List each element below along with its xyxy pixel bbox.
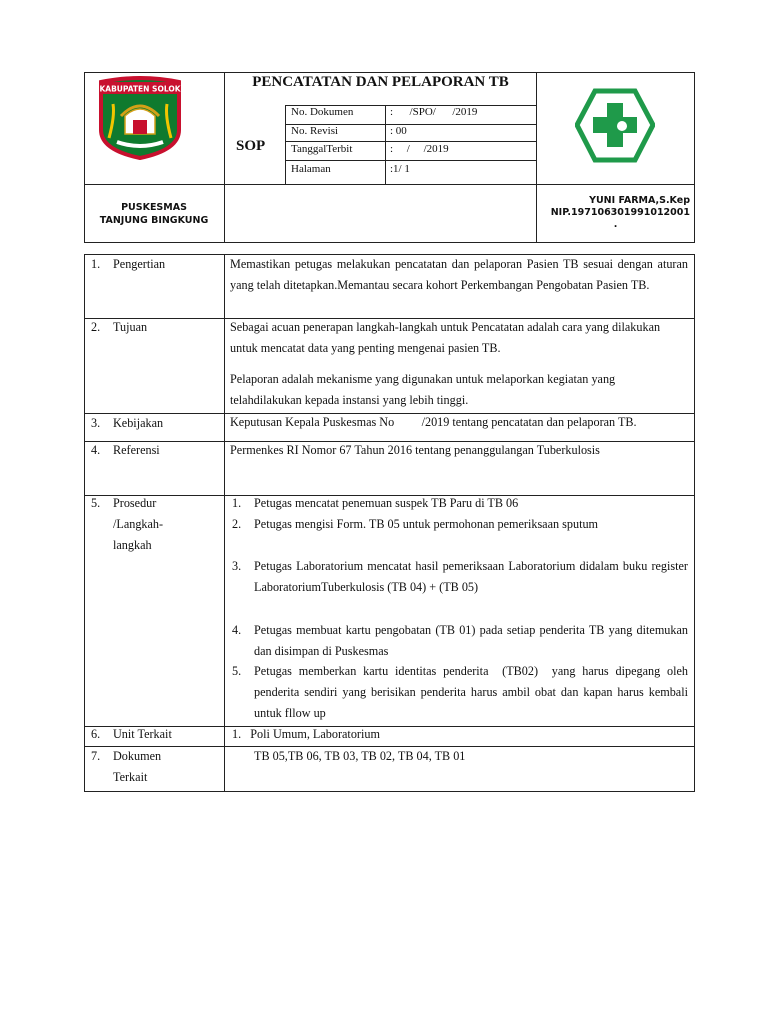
step-2-text: Petugas mengisi Form. TB 05 untuk permohonan pemeriksaan sputum xyxy=(254,517,599,531)
row-6-label: Unit Terkait xyxy=(113,727,172,741)
meta-value-tanggal: : / /2019 xyxy=(390,143,449,155)
row-2-text-1: Sebagai acuan penerapan langkah-langkah untuk Pencatatan adalah cara yang dilakukan untuk mencatat data yang penting mengenai pasien TB. xyxy=(230,320,661,355)
meta-label-tanggal: TanggalTerbit xyxy=(291,143,353,155)
meta-label-dokumen: No. Dokumen xyxy=(291,106,354,118)
row-2-text-2: Pelaporan adalah mekanisme yang digunakan untuk melaporkan kegiatan yang telahdilakukan kepada instansi yang lebih tinggi. xyxy=(230,372,616,407)
row-7-label: Dokumen Terkait xyxy=(113,749,162,784)
row-1-label: Pengertian xyxy=(113,257,166,271)
row-1-number: 1. xyxy=(91,257,101,271)
sop-label: SOP xyxy=(236,138,266,154)
meta-value-revisi: : 00 xyxy=(390,125,407,137)
row-3-number: 3. xyxy=(91,416,101,430)
meta-label-revisi: No. Revisi xyxy=(291,125,339,137)
row-1-text: Memastikan petugas melakukan pencatatan dan pelaporan Pasien TB sesuai dengan aturan yang telah ditetapkan.Memantau secara kohort Perkembangan Pengobatan Pasien TB. xyxy=(230,257,688,292)
step-1-number: 1. xyxy=(232,496,242,510)
step-3-number: 3. xyxy=(232,559,242,573)
row-3-text: Keputusan Kepala Puskesmas No /2019 tentang pencatatan dan pelaporan TB. xyxy=(230,415,637,429)
meta-label-halaman: Halaman xyxy=(291,163,331,175)
org-line-1: PUSKESMAS xyxy=(121,202,187,213)
step-2-number: 2. xyxy=(232,517,242,531)
row-6-text: 1. Poli Umum, Laboratorium xyxy=(232,727,380,741)
signer-nip: NIP.197106301991012001 xyxy=(550,207,690,218)
meta-value-dokumen: : /SPO/ /2019 xyxy=(390,106,478,118)
puskesmas-logo xyxy=(575,88,655,163)
document-title: PENCATATAN DAN PELAPORAN TB xyxy=(252,74,509,90)
step-4-number: 4. xyxy=(232,623,242,637)
row-4-text: Permenkes RI Nomor 67 Tahun 2016 tentang penanggulangan Tuberkulosis xyxy=(230,443,600,457)
svg-text:KABUPATEN SOLOK: KABUPATEN SOLOK xyxy=(99,84,181,94)
step-1-text: Petugas mencatat penemuan suspek TB Paru di TB 06 xyxy=(254,496,519,510)
meta-value-halaman: :1/ 1 xyxy=(390,163,410,175)
kabupaten-logo xyxy=(95,76,185,160)
step-5-number: 5. xyxy=(232,664,242,678)
signer-dot: . xyxy=(613,219,618,230)
step-4-text: Petugas membuat kartu pengobatan (TB 01) pada setiap penderita TB yang ditemukan dan disimpan di Puskesmas xyxy=(254,623,688,658)
row-6-number: 6. xyxy=(91,727,101,741)
signer-block xyxy=(537,195,694,231)
row-7-text: TB 05,TB 06, TB 03, TB 02, TB 04, TB 01 xyxy=(254,749,466,763)
row-4-label: Referensi xyxy=(113,443,160,457)
step-3-text: Petugas Laboratorium mencatat hasil pemeriksaan Laboratorium didalam buku register LaboratoriumTuberkulosis (TB 04) + (TB 05) xyxy=(254,559,688,594)
signer-name: YUNI FARMA,S.Kep xyxy=(589,195,690,206)
row-2-number: 2. xyxy=(91,320,101,334)
row-5-number: 5. xyxy=(91,496,101,510)
row-2-label: Tujuan xyxy=(113,320,148,334)
org-line-2: TANJUNG BINGKUNG xyxy=(99,215,209,226)
org-name xyxy=(84,201,224,227)
row-5-label: Prosedur /Langkah-langkah xyxy=(113,496,164,552)
row-3-label: Kebijakan xyxy=(113,416,164,430)
step-5-text: Petugas memberkan kartu identitas penderita (TB02) yang harus dipegang oleh penderita sendiri yang berisikan penderita harus ambil obat dan kapan harus kembali untuk fllow up xyxy=(254,664,692,720)
row-4-number: 4. xyxy=(91,443,101,457)
row-7-number: 7. xyxy=(91,749,101,763)
